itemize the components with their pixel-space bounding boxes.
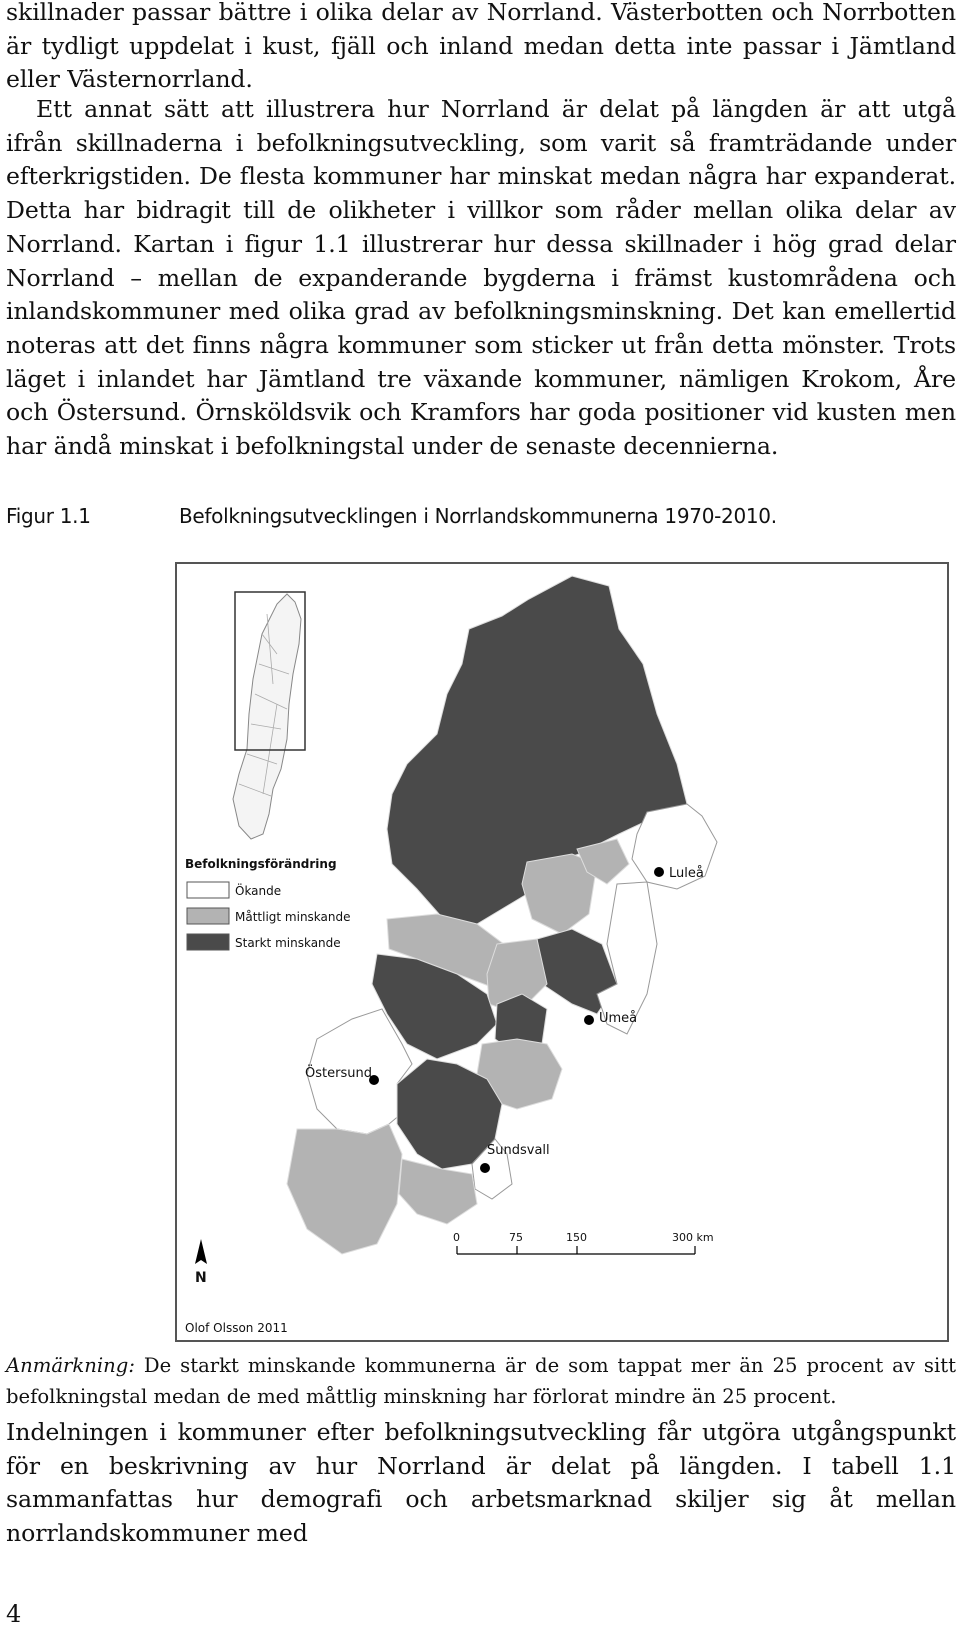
scale-label-0: 0 bbox=[453, 1231, 460, 1244]
legend-title: Befolkningsförändring bbox=[185, 857, 337, 871]
figure-label: Figur 1.1 bbox=[6, 504, 91, 528]
city-label-umea: Umeå bbox=[599, 1011, 638, 1026]
scale-bar bbox=[453, 1231, 714, 1254]
map-svg bbox=[177, 564, 947, 1340]
scale-label-300: 300 km bbox=[672, 1231, 714, 1244]
legend-swatch-strong bbox=[187, 934, 229, 950]
map-legend bbox=[185, 857, 351, 950]
legend-label-moderate: Måttligt minskande bbox=[235, 910, 351, 924]
city-dot-umea bbox=[584, 1015, 594, 1025]
population-map bbox=[175, 562, 949, 1342]
paragraph-3: Indelningen i kommuner efter befolkningsutveckling får utgöra utgångspunkt för en beskrivning av hur Norrland är delat på längden. I tabell 1.1 sammanfattas hur demografi och arbetsmarknad skiljer sig åt mellan norrlandskommuner med bbox=[6, 1418, 956, 1548]
figure-note bbox=[6, 1350, 956, 1412]
note-label: Anmärkning: bbox=[6, 1354, 135, 1377]
city-label-lulea: Luleå bbox=[669, 866, 704, 881]
city-label-ostersund: Östersund bbox=[305, 1066, 372, 1081]
scale-label-150: 150 bbox=[566, 1231, 587, 1244]
inset-sweden-map bbox=[233, 592, 305, 839]
legend-swatch-increasing bbox=[187, 882, 229, 898]
page-number: 4 bbox=[6, 1600, 22, 1628]
city-dot-sundsvall bbox=[480, 1163, 490, 1173]
north-arrow-icon bbox=[195, 1239, 207, 1286]
figure-title: Befolkningsutvecklingen i Norrlandskommunerna 1970-2010. bbox=[179, 504, 777, 528]
north-label: N bbox=[195, 1270, 207, 1286]
city-dot-lulea bbox=[654, 867, 664, 877]
note-text: De starkt minskande kommunerna är de som tappat mer än 25 procent av sitt befolkningstal medan de med måttlig minskning har förlorat mindre än 25 procent. bbox=[6, 1354, 956, 1408]
legend-swatch-moderate bbox=[187, 908, 229, 924]
map-credit: Olof Olsson 2011 bbox=[185, 1321, 288, 1335]
scale-label-75: 75 bbox=[509, 1231, 523, 1244]
paragraph-1: skillnader passar bättre i olika delar av Norrland. Västerbotten och Norrbotten är tydligt uppdelat i kust, fjäll och inland medan detta inte passar i Jämtland eller Västernorrland. bbox=[6, 0, 956, 94]
legend-label-increasing: Ökande bbox=[235, 884, 282, 898]
paragraph-2: Ett annat sätt att illustrera hur Norrland är delat på längden är att utgå ifrån skillnaderna i befolkningsutveckling, som varit så framträdande under efterkrigstiden. De flesta kommuner har minskat medan några har expanderat. Detta har bidragit till de olikheter i villkor som råder mellan olika delar av Norrland. Kartan i figur 1.1 illustrerar hur dessa skillnader i hög grad delar Norrland – mellan de expanderande bygderna i främst kustområdena och inlandskommuner med olika grad av befolkningsminskning. Det kan emellertid noteras att det finns några kommuner som sticker ut från detta mönster. Trots läget i inlandet har Jämtland tre växande kommuner, nämligen Krokom, Åre och Östersund. Örnsköldsvik och Kramfors har goda positioner vid kusten men har ändå minskat i befolkningstal under de senaste decennierna. bbox=[6, 95, 956, 461]
legend-label-strong: Starkt minskande bbox=[235, 936, 341, 950]
city-label-sundsvall: Sundsvall bbox=[487, 1143, 550, 1158]
